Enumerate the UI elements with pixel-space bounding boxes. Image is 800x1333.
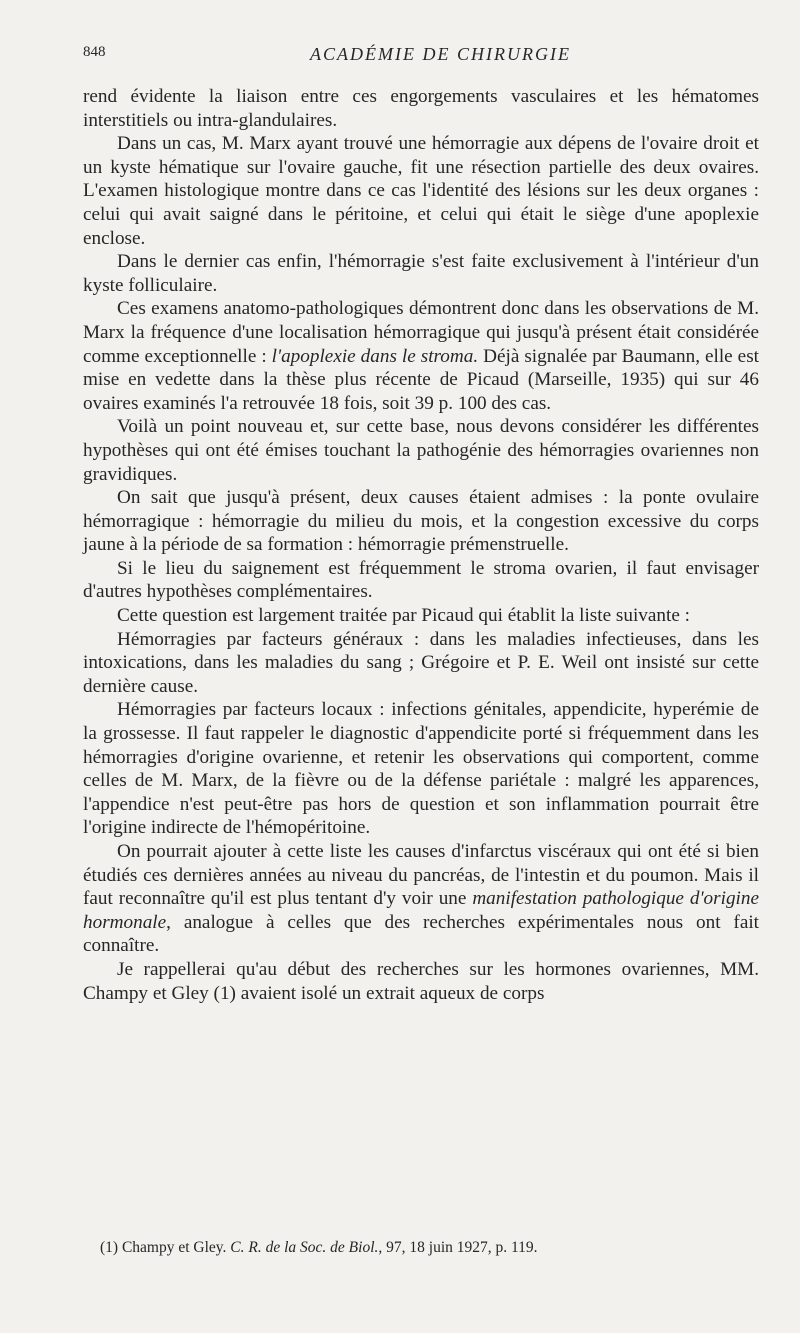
paragraph: Hémorragies par facteurs locaux : infections génitales, appendicite, hyperémie de la grossesse. Il faut rappeler le diagnostic d'appendicite porté si fréquemment dans les hémorragies d'origine ovarienne, et retenir les observations qui comportent, comme celles de M. Marx, de la fièvre ou de la défense pariétale : malgré les apparences, l'appendice n'est peut-être pas hors de question et son inflammation pourrait être l'origine indirecte de l'hémopéritoine. [83,699,759,839]
paragraph: Cette question est largement traitée par Picaud qui établit la liste suivante : [117,605,690,627]
footnote-text: (1) Champy et Gley. [100,1239,231,1256]
text-run: , analogue à celles que des recherches expérimentales nous ont fait connaître. [83,911,759,957]
page-number: 848 [83,44,106,60]
paragraph: On sait que jusqu'à présent, deux causes étaient admises : la ponte ovulaire hémorragique : hémorragie du milieu du mois, et la congestion excessive du corps jaune à la période de sa formation : hémorragie prémenstruelle. [83,487,759,556]
text-run: On pourrait ajouter à cette liste les causes d'infarctus viscéraux qui ont été si bien étudiés ces dernières années au niveau du pancréas, de l'intestin et du poumon. Mais il faut reconnaître qu'il est plus tentant d'y voir une [83,841,759,910]
paragraph: Dans un cas, M. Marx ayant trouvé une hémorragie aux dépens de l'ovaire droit et un kyste hématique sur l'ovaire gauche, fit une résection partielle des deux ovaires. L'examen histologique montre dans ce cas l'identité des lésions sur les deux organes : celui qui avait saigné dans le péritoine, et celui qui était le siège d'une apoplexie enclose. [83,133,759,249]
paragraph: Hémorragies par facteurs généraux : dans les maladies infectieuses, dans les intoxications, dans les maladies du sang ; Grégoire et P. E. Weil ont insisté sur cette dernière cause. [83,628,759,697]
paragraph: Si le lieu du saignement est fréquemment le stroma ovarien, il faut envisager d'autres hypothèses complémentaires. [83,557,759,603]
paragraph: Voilà un point nouveau et, sur cette base, nous devons considérer les différentes hypothèses qui ont été émises touchant la pathogénie des hémorragies ovariennes non gravidiques. [83,416,759,485]
footnote-volume: 97 [386,1239,402,1256]
paragraph: Je rappellerai qu'au début des recherches sur les hormones ovariennes, MM. Champy et Gley (1) avaient isolé un extrait aqueux de corps [83,958,759,1004]
footnote [100,1238,760,1258]
footnote-journal: C. R. de la Soc. de Biol. [230,1239,379,1256]
paragraph [83,840,759,958]
footnote-text: , 18 juin 1927, p. 119. [401,1239,538,1256]
emphasis: manifestation pathologique d'origine hormonale [83,888,759,933]
running-head: ACADÉMIE DE CHIRURGIE [310,44,571,64]
paragraph [83,297,759,415]
text-run: Ces examens anatomo-pathologiques démontrent donc dans les observations de M. Marx la fréquence d'une localisation hémorragique qui jusqu'à présent était considérée comme exceptionnelle : [83,298,759,367]
footnote-text: , [378,1239,387,1256]
emphasis: l'apoplexie dans le stroma. [271,345,479,367]
page-header [83,44,758,72]
paragraph: Dans le dernier cas enfin, l'hémorragie s'est faite exclusivement à l'intérieur d'un kyste folliculaire. [83,251,759,296]
body-text [83,85,759,1005]
text-run: Déjà signalée par Baumann, elle est mise en vedette dans la thèse plus récente de Picaud (Marseille, 1935) qui sur 46 ovaires examinés l'a retrouvée 18 fois, soit 39 p. 100 des cas. [83,345,759,414]
paragraph: rend évidente la liaison entre ces engorgements vasculaires et les hématomes interstitiels ou intra-glandulaires. [83,86,759,131]
